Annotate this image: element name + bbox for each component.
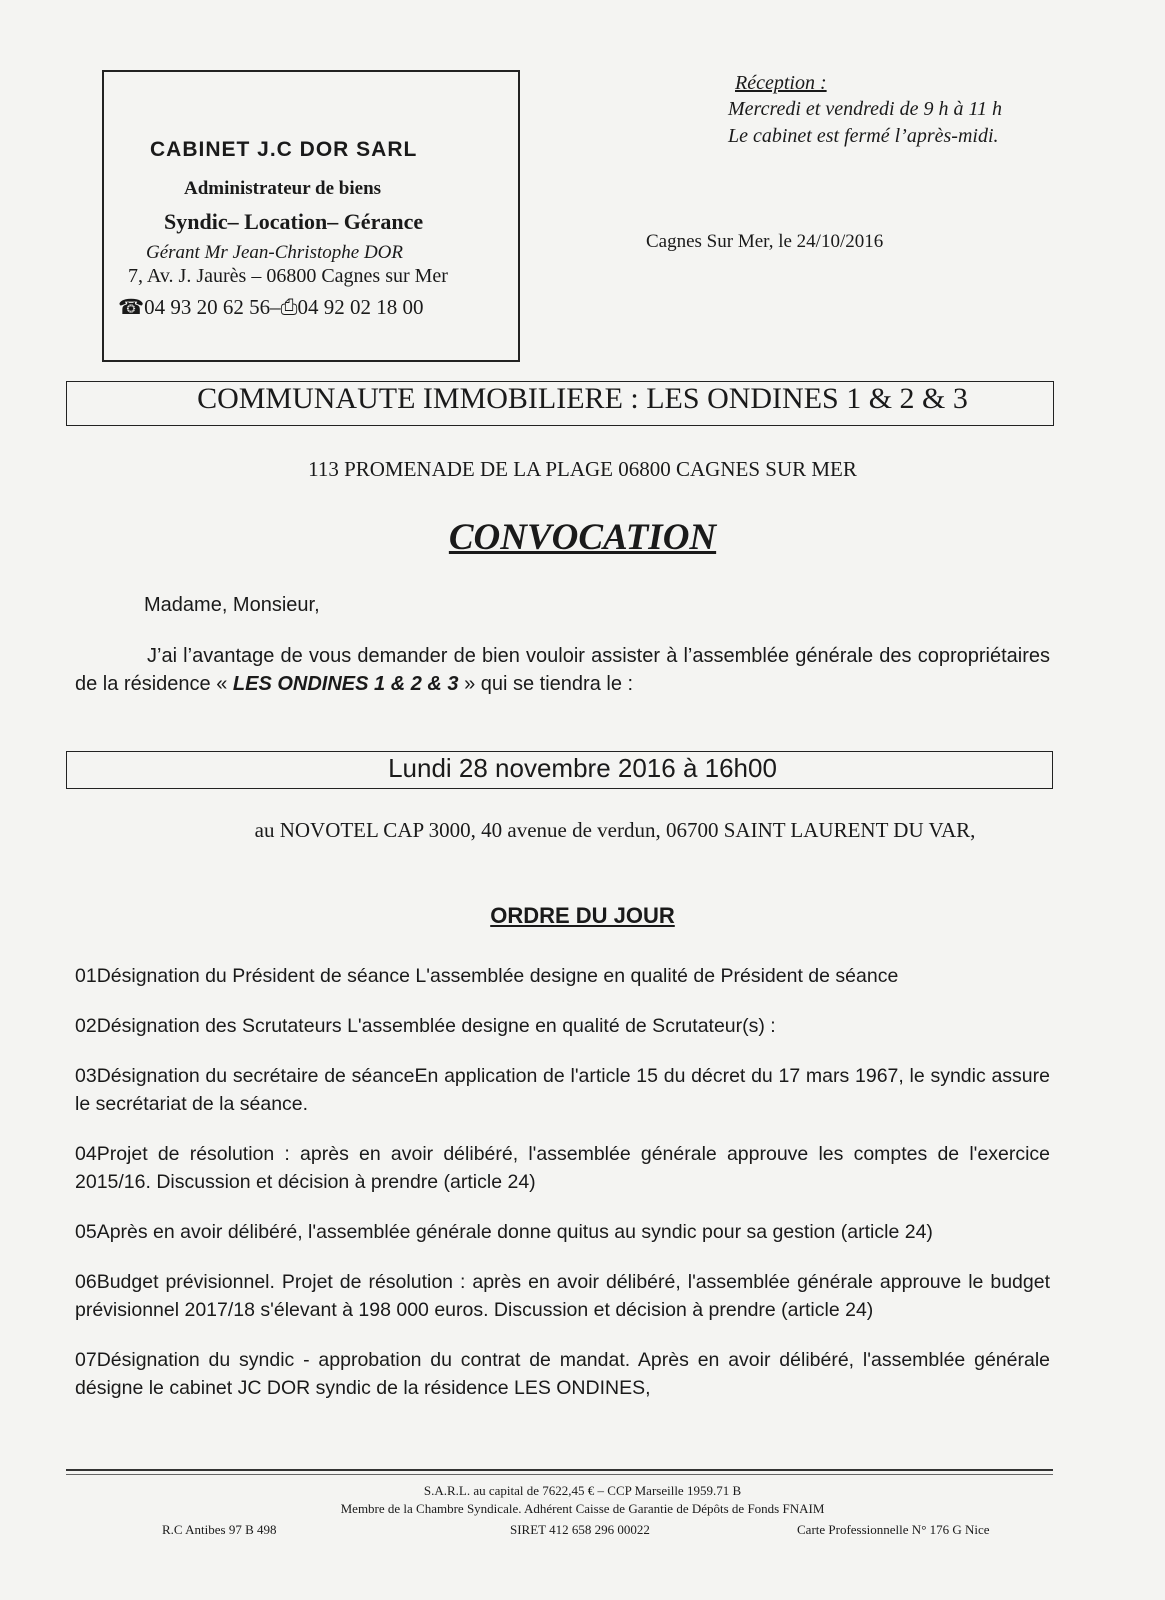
footer-rule-thin [66, 1474, 1053, 1475]
community-title: COMMUNAUTE IMMOBILIERE : LES ONDINES 1 & 2 & 3 [197, 382, 968, 415]
footer-rule [66, 1469, 1053, 1471]
footer-membre: Membre de la Chambre Syndicale. Adhérent Caisse de Garantie de Dépôts de Fonds FNAIM [340, 1501, 825, 1516]
reception-title: Réception : [735, 72, 827, 94]
reception-days: Mercredi et vendredi de 9 h à 11 h [728, 98, 1002, 120]
fax-icon: –⎙ [270, 295, 298, 319]
agenda-item: 06Budget prévisionnel. Projet de résolution : après en avoir délibéré, l'assemblée générale approuve le budget prévisionnel 2017/18 s'élevant à 198 000 euros. Discussion et décision à prendre (article 24) [75, 1271, 1050, 1321]
cabinet-phone-line [118, 295, 423, 320]
intro-residence: LES ONDINES 1 & 2 & 3 [232, 673, 459, 695]
agenda-item: 02Désignation des Scrutateurs L'assemblée designe en qualité de Scrutateur(s) : [75, 1015, 776, 1037]
footer-rc: R.C Antibes 97 B 498 [162, 1522, 277, 1537]
salutation: Madame, Monsieur, [144, 594, 320, 616]
meeting-place: au NOVOTEL CAP 3000, 40 avenue de verdun, 06700 SAINT LAURENT DU VAR, [254, 818, 976, 842]
convocation-title: CONVOCATION [448, 517, 717, 558]
cabinet-fax: 04 92 02 18 00 [297, 295, 424, 319]
community-address: 113 PROMENADE DE LA PLAGE 06800 CAGNES SUR MER [308, 457, 857, 481]
footer-siret: SIRET 412 658 296 00022 [510, 1522, 650, 1537]
cabinet-tel: 04 93 20 62 56 [144, 295, 271, 319]
intro-before: J’ai l’avantage de vous demander de bien vouloir assister à l’assemblée générale des copropriétaires de la résidence « [75, 645, 1050, 695]
footer-carte: Carte Professionnelle N° 176 G Nice [797, 1522, 990, 1537]
intro-after: » qui se tiendra le : [458, 673, 634, 695]
meeting-date: Lundi 28 novembre 2016 à 16h00 [388, 753, 777, 783]
place-date: Cagnes Sur Mer, le 24/10/2016 [646, 231, 884, 252]
agenda-item: 07Désignation du syndic - approbation du contrat de mandat. Après en avoir délibéré, l'assemblée générale désigne le cabinet JC DOR syndic de la résidence LES ONDINES, [75, 1349, 1050, 1399]
agenda-item: 04Projet de résolution : après en avoir délibéré, l'assemblée générale approuve les comptes de l'exercice 2015/16. Discussion et décision à prendre (article 24) [75, 1143, 1050, 1193]
cabinet-services: Syndic– Location– Gérance [164, 209, 424, 234]
cabinet-address: 7, Av. J. Jaurès – 06800 Cagnes sur Mer [128, 265, 448, 287]
phone-icon: ☎ [118, 295, 145, 319]
intro-paragraph [75, 642, 1050, 698]
agenda-item: 01Désignation du Président de séance L'assemblée designe en qualité de Président de séance [75, 965, 899, 987]
cabinet-gerant: Gérant Mr Jean-Christophe DOR [146, 242, 403, 263]
agenda-item: 05Après en avoir délibéré, l'assemblée générale donne quitus au syndic pour sa gestion (article 24) [75, 1221, 933, 1243]
agenda-list [75, 962, 1050, 1424]
cabinet-admin: Administrateur de biens [184, 178, 382, 199]
agenda-item: 03Désignation du secrétaire de séanceEn application de l'article 15 du décret du 17 mars 1967, le syndic assure le secrétariat de la séance. [75, 1065, 1050, 1115]
cabinet-name: CABINET J.C DOR SARL [150, 138, 418, 161]
agenda-title: ORDRE DU JOUR [490, 903, 675, 928]
reception-closed: Le cabinet est fermé l’après-midi. [728, 125, 999, 147]
footer-sarl: S.A.R.L. au capital de 7622,45 € – CCP Marseille 1959.71 B [423, 1483, 742, 1498]
